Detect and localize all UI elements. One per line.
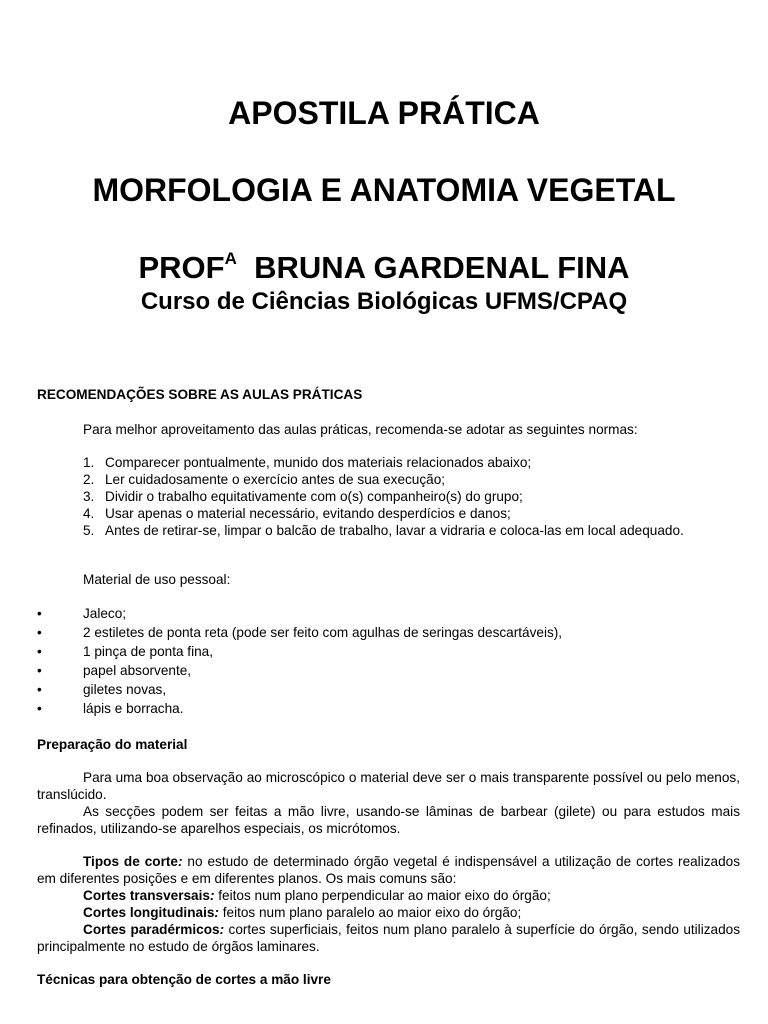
cut-types-text: no estudo de determinado órgão vegetal é indispensável a utilização de cortes realizados em diferentes posições e em diferentes planos. Os mais comuns são: (37, 854, 740, 886)
rule-item (37, 454, 740, 471)
material-item (37, 604, 740, 623)
cut-colon: : (219, 922, 225, 937)
recommendations-heading: RECOMENDAÇÕES SOBRE AS AULAS PRÁTICAS (37, 387, 363, 402)
bullet-icon: • (37, 644, 42, 659)
material-text: giletes novas, (83, 682, 167, 697)
material-text: papel absorvente, (83, 663, 192, 678)
rule-number: 1. (83, 455, 95, 470)
rule-item (37, 522, 740, 539)
cut-label: Cortes paradérmicos (83, 922, 220, 937)
preparation-body (37, 769, 740, 837)
cut-text: cortes superficiais, feitos num plano paralelo à superfície do órgão, sendo utilizados principalmente no estudo de órgãos laminares. (37, 922, 740, 954)
rules-list-container (37, 454, 740, 539)
preparation-paragraph: Para uma boa observação ao microscópico o material deve ser o mais transparente possível ou pelo menos, translúcido. (37, 770, 740, 802)
material-item (37, 623, 740, 642)
material-text: Jaleco; (83, 606, 127, 621)
professor-prefix: PROF (138, 250, 225, 285)
course-line: Curso de Ciências Biológicas UFMS/CPAQ (140, 288, 628, 315)
preparation-paragraph: As secções podem ser feitas a mão livre, usando-se lâminas de barbear (gilete) ou para estudos mais refinados, utilizando-se aparelhos especiais, os micrótomos. (37, 804, 740, 836)
material-text: 1 pinça de ponta fina, (83, 644, 213, 659)
bullet-icon: • (37, 682, 42, 697)
material-item (37, 661, 740, 680)
rule-item (37, 505, 740, 522)
rule-number: 2. (83, 472, 95, 487)
cut-types-colon: : (177, 854, 183, 869)
professor-name: BRUNA GARDENAL FINA (254, 250, 630, 285)
rule-item (37, 488, 740, 505)
preparation-heading: Preparação do material (37, 737, 188, 752)
bullet-icon: • (37, 625, 42, 640)
material-text: 2 estiletes de ponta reta (pode ser feito com agulhas de seringas descartáveis), (83, 625, 563, 640)
professor-superscript: A (224, 249, 237, 268)
cut-colon: : (209, 888, 215, 903)
materials-list (37, 604, 740, 718)
cut-types-label: Tipos de corte (83, 854, 178, 869)
cut-label: Cortes longitudinais (83, 905, 215, 920)
rule-number: 5. (83, 523, 95, 538)
material-text: lápis e borracha. (83, 701, 184, 716)
cut-types-body (37, 853, 740, 955)
rule-item (37, 471, 740, 488)
material-item (37, 699, 740, 718)
rules-list (37, 454, 740, 539)
material-item (37, 680, 740, 699)
rule-text: Comparecer pontualmente, munido dos materiais relacionados abaixo; (105, 455, 532, 470)
rule-number: 4. (83, 506, 95, 521)
cut-definition (37, 887, 740, 904)
bullet-icon: • (37, 701, 42, 716)
cut-text: feitos num plano perpendicular ao maior eixo do órgão; (214, 888, 551, 903)
bullet-icon: • (37, 606, 42, 621)
bullet-icon: • (37, 663, 42, 678)
cut-definition (37, 921, 740, 955)
rule-text: Ler cuidadosamente o exercício antes de sua execução; (105, 472, 446, 487)
cut-definition (37, 904, 740, 921)
rule-number: 3. (83, 489, 95, 504)
techniques-heading: Técnicas para obtenção de cortes a mão livre (37, 972, 331, 987)
cut-types-paragraph (37, 853, 740, 887)
cut-text: feitos num plano paralelo ao maior eixo do órgão; (218, 905, 522, 920)
rule-text: Usar apenas o material necessário, evitando desperdícios e danos; (105, 506, 511, 521)
cut-colon: : (214, 905, 219, 920)
recommendations-intro: Para melhor aproveitamento das aulas práticas, recomenda-se adotar as seguintes normas: (83, 422, 638, 437)
materials-label: Material de uso pessoal: (83, 572, 231, 587)
rule-text: Dividir o trabalho equitativamente com o(s) companheiro(s) do grupo; (105, 489, 523, 504)
material-item (37, 642, 740, 661)
materials-list-container (37, 604, 740, 718)
subject-title: MORFOLOGIA E ANATOMIA VEGETAL (92, 172, 676, 208)
cut-label: Cortes transversais (83, 888, 210, 903)
rule-text: Antes de retirar-se, limpar o balcão de trabalho, lavar a vidraria e coloca-las em local adequado. (105, 523, 684, 538)
professor-line (0, 250, 768, 286)
document-title: APOSTILA PRÁTICA (228, 95, 540, 131)
